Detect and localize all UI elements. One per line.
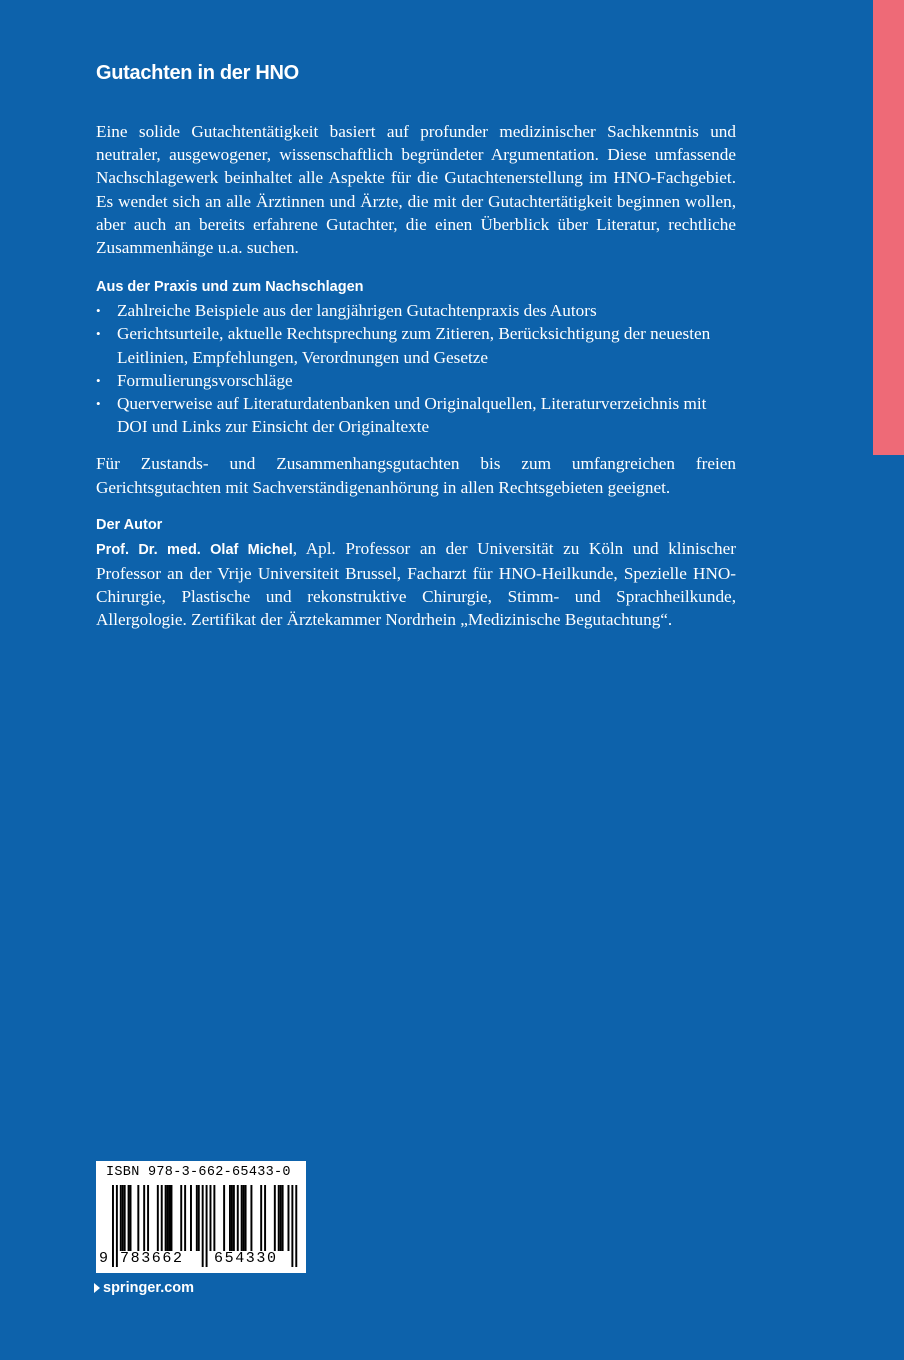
barcode-bar bbox=[237, 1185, 239, 1251]
barcode-bar bbox=[171, 1185, 173, 1251]
barcode-bar bbox=[291, 1185, 293, 1267]
ean-first-digit: 9 bbox=[99, 1250, 110, 1267]
barcode-bar bbox=[130, 1185, 132, 1251]
barcode-bar bbox=[169, 1185, 171, 1251]
bullet-icon: • bbox=[96, 372, 101, 388]
barcode-bar bbox=[190, 1185, 192, 1251]
barcode-bar bbox=[120, 1185, 122, 1251]
barcode-bar bbox=[241, 1185, 243, 1251]
barcode-bar bbox=[243, 1185, 245, 1251]
practice-list bbox=[96, 299, 736, 438]
barcode-bar bbox=[184, 1185, 186, 1251]
practice-heading: Aus der Praxis und zum Nachschlagen bbox=[96, 279, 364, 296]
ean-right-group: 654330 bbox=[214, 1250, 278, 1267]
barcode-bar bbox=[280, 1185, 282, 1251]
barcode-bar bbox=[282, 1185, 284, 1251]
barcode-bar bbox=[198, 1185, 200, 1251]
barcode-bar bbox=[124, 1185, 126, 1251]
barcode-bar bbox=[210, 1185, 212, 1251]
barcode-bar bbox=[128, 1185, 130, 1251]
barcode-bar bbox=[143, 1185, 145, 1251]
author-name: Prof. Dr. med. Olaf Michel bbox=[96, 541, 293, 558]
suitability-paragraph: Für Zustands- und Zusammenhangsgutachten bis zum umfangreichen freien Gerichtsgutachten mit Sachverständigenanhörung in allen Rechtsgebieten geeignet. bbox=[96, 454, 736, 497]
isbn-label: ISBN 978-3-662-65433-0 bbox=[106, 1165, 291, 1180]
author-bio: Prof. Dr. med. Olaf Michel, Apl. Professor an der Universität zu Köln und klinischer Professor an der Vrije Universiteit Brussel, Facharzt für HNO-Heilkunde, Spezielle HNO-Chirurgie, Plastische und rekonstruktive Chirurgie, Stimm- und Sprachheilkunde, Allergologie. Zertifikat der Ärztekammer Nordrhein „Medizinische Begutachtung“. bbox=[96, 538, 736, 630]
barcode-bar bbox=[260, 1185, 262, 1251]
barcode-bar bbox=[213, 1185, 215, 1251]
barcode-bar bbox=[233, 1185, 235, 1251]
barcode-bar bbox=[264, 1185, 266, 1251]
barcode-bar bbox=[295, 1185, 297, 1267]
barcode-bar bbox=[157, 1185, 159, 1251]
barcode-bar bbox=[274, 1185, 276, 1251]
bullet-icon: • bbox=[96, 326, 101, 342]
barcode-bar bbox=[288, 1185, 290, 1251]
book-title: Gutachten in der HNO bbox=[96, 62, 299, 84]
list-item: • Gerichtsurteile, aktuelle Rechtsprechung zum Zitieren, Berücksichtigung der neuesten Leitlinien, Empfehlungen, Verordnungen und Gesetze bbox=[96, 324, 711, 367]
barcode-bar bbox=[161, 1185, 163, 1251]
barcode-bar bbox=[196, 1185, 198, 1251]
barcode-bar bbox=[278, 1185, 280, 1251]
barcode-bar bbox=[165, 1185, 167, 1251]
barcode-bar bbox=[206, 1185, 208, 1267]
barcode-bar bbox=[223, 1185, 225, 1251]
barcode-bar bbox=[167, 1185, 169, 1251]
author-heading: Der Autor bbox=[96, 516, 163, 533]
barcode-bar bbox=[112, 1185, 114, 1267]
back-cover-text bbox=[96, 56, 736, 632]
barcode-bar bbox=[137, 1185, 139, 1251]
bullet-icon: • bbox=[96, 303, 101, 319]
springer-link[interactable]: springer.com bbox=[94, 1280, 194, 1296]
barcode-bar bbox=[122, 1185, 124, 1251]
barcode-bar bbox=[229, 1185, 231, 1251]
bullet-icon: • bbox=[96, 396, 101, 412]
list-item: • Formulierungsvorschläge bbox=[96, 369, 736, 392]
barcode-bar bbox=[180, 1185, 182, 1251]
arrow-right-icon bbox=[94, 1283, 100, 1293]
barcode-bar bbox=[202, 1185, 204, 1267]
barcode-bar bbox=[245, 1185, 247, 1251]
barcode-bar bbox=[147, 1185, 149, 1251]
ean-left-group: 783662 bbox=[120, 1250, 184, 1267]
isbn-barcode bbox=[96, 1161, 306, 1273]
barcode-bar bbox=[116, 1185, 118, 1267]
intro-paragraph: Eine solide Gutachtentätigkeit basiert auf profunder medizinischer Sachkenntnis und neutraler, ausgewogener, wissenschaftlich begründeter Argumentation. Diese umfassende Nachschlagewerk beinhaltet alle Aspekte für die Gutachtenerstellung im HNO-Fachgebiet. Es wendet sich an alle Ärztinnen und Ärzte, die mit der Gutachtertätigkeit beginnen wollen, aber auch an bereits erfahrene Gutachter, die einen Überblick über Literatur, rechtliche Zusammenhänge u.a. suchen. bbox=[96, 122, 736, 258]
barcode-bar bbox=[250, 1185, 252, 1251]
barcode-bar bbox=[231, 1185, 233, 1251]
list-item: • Querverweise auf Literaturdatenbanken und Originalquellen, Literaturverzeichnis mit DOI und Links zur Einsicht der Originaltexte bbox=[96, 394, 707, 437]
accent-strip bbox=[873, 0, 904, 455]
list-item: • Zahlreiche Beispiele aus der langjährigen Gutachtenpraxis des Autors bbox=[96, 299, 736, 322]
